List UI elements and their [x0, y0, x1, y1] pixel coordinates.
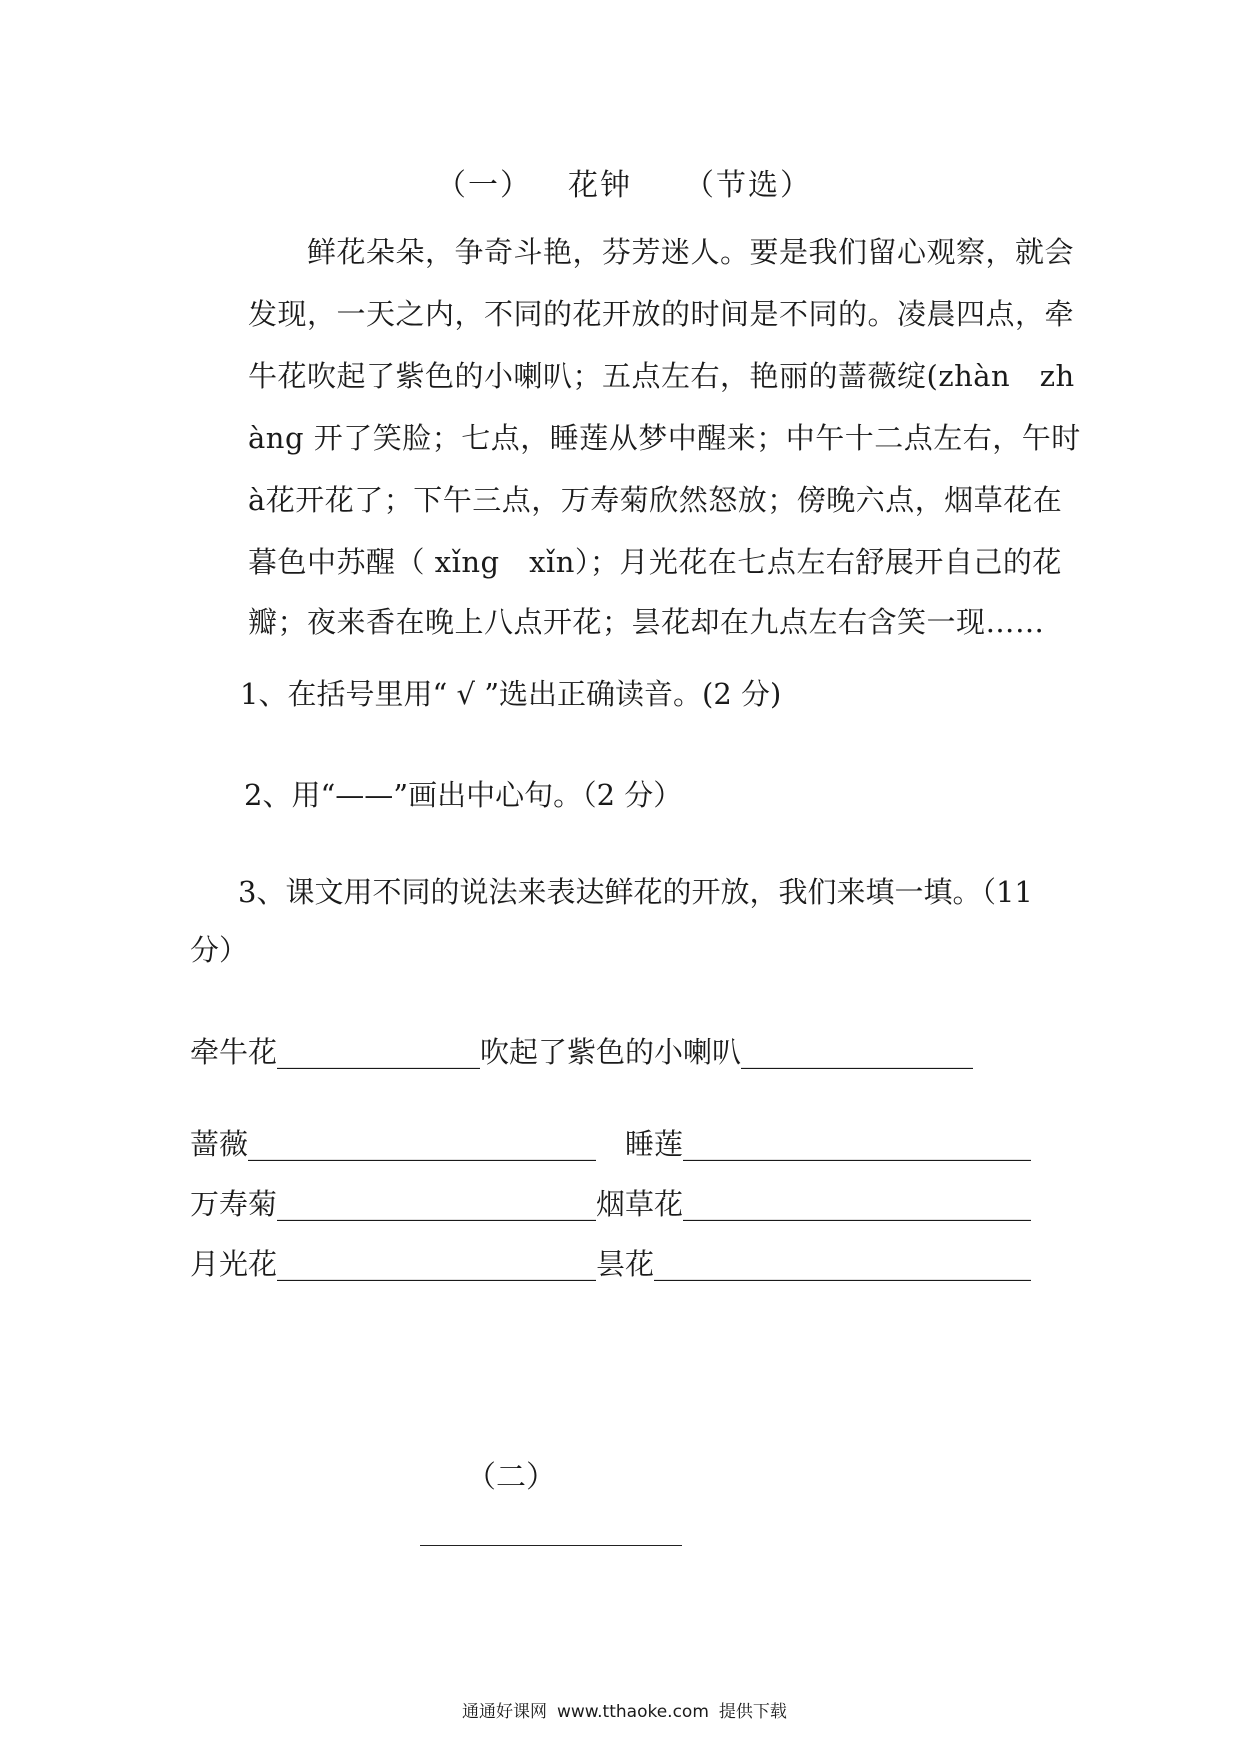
question-3-continued: 分）: [190, 933, 249, 967]
question-3: 3、课文用不同的说法来表达鲜花的开放，我们来填一填。（11: [238, 875, 1033, 909]
title-note: （节选）: [684, 168, 812, 203]
fill-line-morning-glory[interactable]: 牵牛花______________吹起了紫色的小喇叭________________: [190, 1035, 974, 1069]
paragraph-line: 瓣；夜来香在晚上八点开花；昙花却在九点左右含笑一现……: [248, 605, 1045, 639]
paragraph-line: 牛花吹起了紫色的小喇叭；五点左右，艳丽的蔷薇绽(zhàn zh: [248, 359, 1075, 393]
footer: [462, 1697, 787, 1722]
footer-url[interactable]: www.tthaoke.com: [557, 1702, 709, 1722]
blank-title-line[interactable]: [420, 1545, 682, 1546]
footer-note: 提供下载: [718, 1702, 787, 1722]
fill-line-rose-waterlily[interactable]: 蔷薇________________________ 睡莲________________________: [190, 1127, 1032, 1161]
question-2: 2、用“——”画出中心句。（2 分）: [244, 778, 683, 812]
paragraph-line: 暮色中苏醒（ xǐng xǐn）；月光花在七点左右舒展开自己的花: [248, 545, 1062, 579]
fill-line-moonflower-epiphyllum[interactable]: 月光花______________________昙花__________________________: [190, 1247, 1032, 1281]
article-title: 花钟: [568, 168, 632, 203]
paragraph-line: 发现，一天之内，不同的花开放的时间是不同的。凌晨四点，牵: [248, 297, 1075, 331]
section-title: [436, 160, 812, 204]
fill-line-marigold-tobacco[interactable]: 万寿菊______________________烟草花________________________: [190, 1187, 1032, 1221]
paragraph-line: à花开花了；下午三点，万寿菊欣然怒放；傍晚六点，烟草花在: [248, 483, 1063, 517]
paragraph-line: àng 开了笑脸；七点，睡莲从梦中醒来；中午十二点左右，午时: [248, 421, 1081, 455]
question-1: 1、在括号里用“ √ ”选出正确读音。(2 分): [240, 677, 782, 711]
section-2-title: （二）: [466, 1460, 556, 1495]
footer-site-name: 通通好课网: [462, 1702, 547, 1722]
paragraph-line: 鲜花朵朵，争奇斗艳，芬芳迷人。要是我们留心观察，就会: [248, 235, 1075, 269]
section-number: （一）: [436, 168, 532, 203]
